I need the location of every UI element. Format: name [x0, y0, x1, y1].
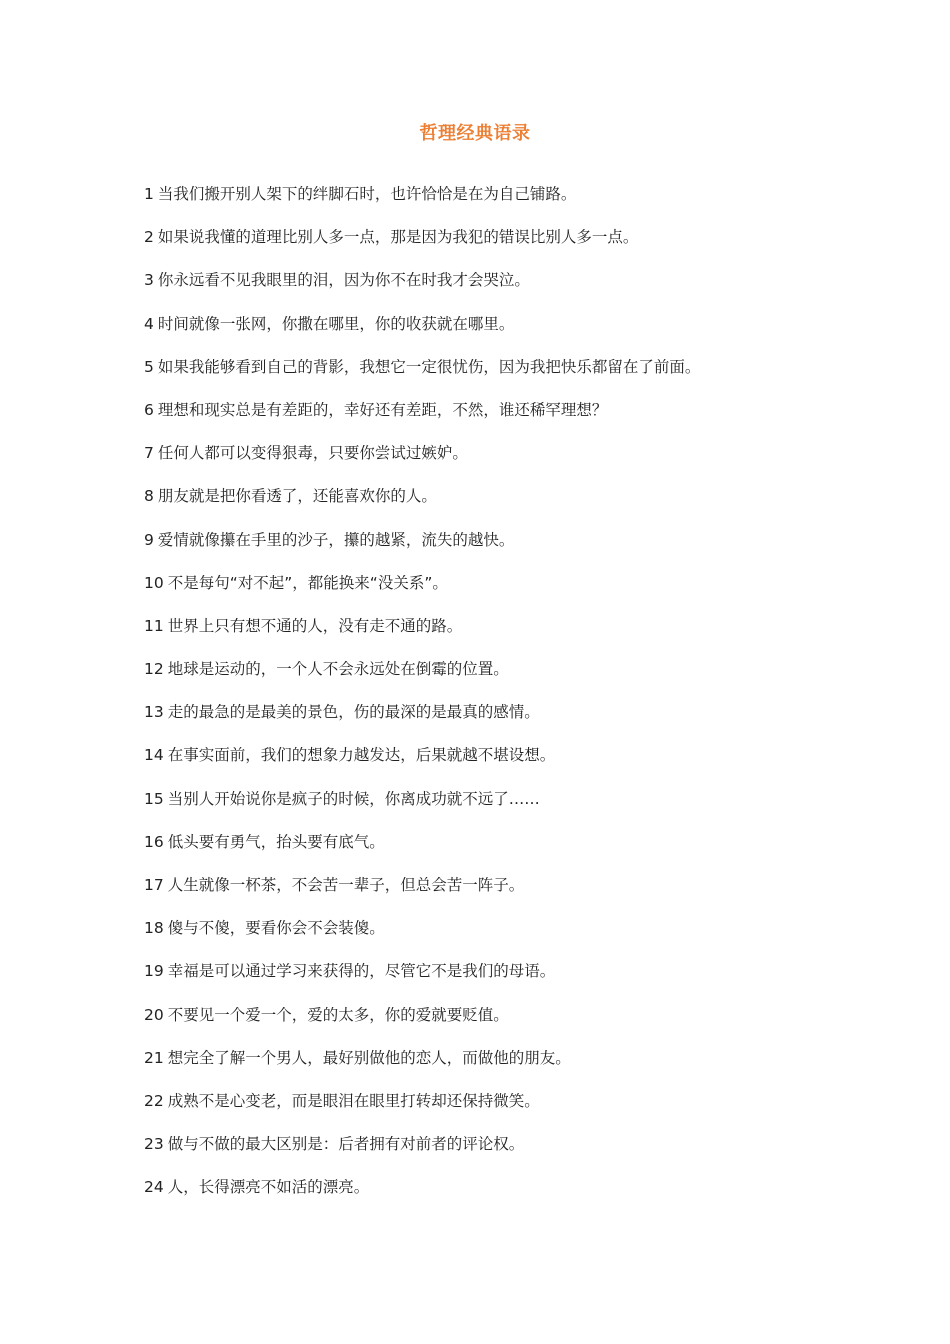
- quote-item: [144, 527, 844, 570]
- quote-item: [144, 915, 844, 958]
- quote-item: [144, 397, 844, 440]
- quote-number: 5: [144, 357, 154, 376]
- quote-item: [144, 1002, 844, 1045]
- quote-text: 地球是运动的，一个人不会永远处在倒霉的位置。: [167, 660, 509, 679]
- quote-item: [144, 267, 844, 310]
- quote-number: 20: [144, 1005, 164, 1024]
- quote-item: [144, 1088, 844, 1131]
- quote-item: [144, 786, 844, 829]
- quote-text: 人，长得漂亮不如活的漂亮。: [167, 1178, 370, 1197]
- quote-text: 理想和现实总是有差距的，幸好还有差距，不然，谁还稀罕理想？: [157, 400, 608, 419]
- quote-text: 幸福是可以通过学习来获得的，尽管它不是我们的母语。: [167, 962, 556, 981]
- quote-number: 22: [144, 1091, 164, 1110]
- quote-item: [144, 1045, 844, 1088]
- quote-number: 12: [144, 660, 164, 679]
- quote-item: [144, 440, 844, 483]
- quote-item: [144, 656, 844, 699]
- quote-item: [144, 483, 844, 526]
- quote-number: 10: [144, 573, 164, 592]
- quote-text: 在事实面前，我们的想象力越发达，后果就越不堪设想。: [167, 746, 556, 765]
- quote-item: [144, 311, 844, 354]
- quote-number: 2: [144, 228, 154, 247]
- quote-text: 不要见一个爱一个，爱的太多，你的爱就要贬值。: [167, 1005, 509, 1024]
- quote-text: 傻与不傻，要看你会不会装傻。: [167, 919, 385, 938]
- quote-text: 世界上只有想不通的人，没有走不通的路。: [167, 616, 463, 635]
- quote-number: 4: [144, 314, 154, 333]
- quote-text: 低头要有勇气，抬头要有底气。: [167, 832, 385, 851]
- quote-number: 7: [144, 444, 154, 463]
- quote-number: 18: [144, 919, 164, 938]
- quote-text: 如果我能够看到自己的背影，我想它一定很忧伤，因为我把快乐都留在了前面。: [157, 357, 701, 376]
- quote-item: [144, 570, 844, 613]
- quote-number: 1: [144, 185, 154, 203]
- quote-item: [144, 224, 844, 267]
- quote-text: 朋友就是把你看透了，还能喜欢你的人。: [157, 487, 437, 506]
- quote-item: [144, 1174, 844, 1217]
- quote-number: 13: [144, 703, 164, 722]
- quote-number: 19: [144, 962, 164, 981]
- quote-text: 时间就像一张网，你撒在哪里，你的收获就在哪里。: [157, 314, 515, 333]
- quote-text: 任何人都可以变得狠毒，只要你尝试过嫉妒。: [157, 444, 468, 463]
- quote-text: 人生就像一杯茶，不会苦一辈子，但总会苦一阵子。: [167, 876, 525, 894]
- quote-text: 想完全了解一个男人，最好别做他的恋人，而做他的朋友。: [167, 1048, 571, 1067]
- quote-item: [144, 872, 844, 915]
- quote-number: 14: [144, 746, 164, 765]
- quote-text: 不是每句“对不起”，都能换来“没关系”。: [167, 573, 448, 592]
- quote-number: 23: [144, 1135, 164, 1154]
- quote-text: 走的最急的是最美的景色，伤的最深的是最真的感情。: [167, 703, 540, 722]
- quote-item: [144, 699, 844, 742]
- quote-text: 爱情就像攥在手里的沙子，攥的越紧，流失的越快。: [157, 530, 515, 549]
- quote-text: 当我们搬开别人架下的绊脚石时，也许恰恰是在为自己铺路。: [157, 185, 577, 203]
- quote-item: [144, 958, 844, 1001]
- quote-text: 做与不做的最大区别是：后者拥有对前者的评论权。: [167, 1135, 525, 1154]
- quote-item: [144, 613, 844, 656]
- quote-number: 9: [144, 530, 154, 549]
- quote-list: [144, 181, 844, 1218]
- quote-number: 17: [144, 876, 164, 894]
- quote-text: 成熟不是心变老，而是眼泪在眼里打转却还保持微笑。: [167, 1091, 540, 1110]
- quote-number: 11: [144, 616, 164, 635]
- quote-number: 8: [144, 487, 154, 506]
- quote-number: 24: [144, 1178, 164, 1197]
- quote-number: 21: [144, 1048, 164, 1067]
- quote-number: 3: [144, 271, 154, 290]
- quote-item: [144, 354, 844, 397]
- quote-number: 6: [144, 400, 154, 419]
- quote-number: 16: [144, 832, 164, 851]
- document-title: 哲理经典语录: [419, 123, 531, 144]
- quote-item: [144, 181, 844, 224]
- quote-item: [144, 1131, 844, 1174]
- quote-item: [144, 742, 844, 785]
- quote-item: [144, 829, 844, 872]
- quote-number: 15: [144, 789, 164, 808]
- quote-text: 如果说我懂的道理比别人多一点，那是因为我犯的错误比别人多一点。: [157, 228, 639, 247]
- quote-text: 当别人开始说你是疯子的时候，你离成功就不远了……: [167, 789, 540, 808]
- quote-text: 你永远看不见我眼里的泪，因为你不在时我才会哭泣。: [157, 271, 530, 290]
